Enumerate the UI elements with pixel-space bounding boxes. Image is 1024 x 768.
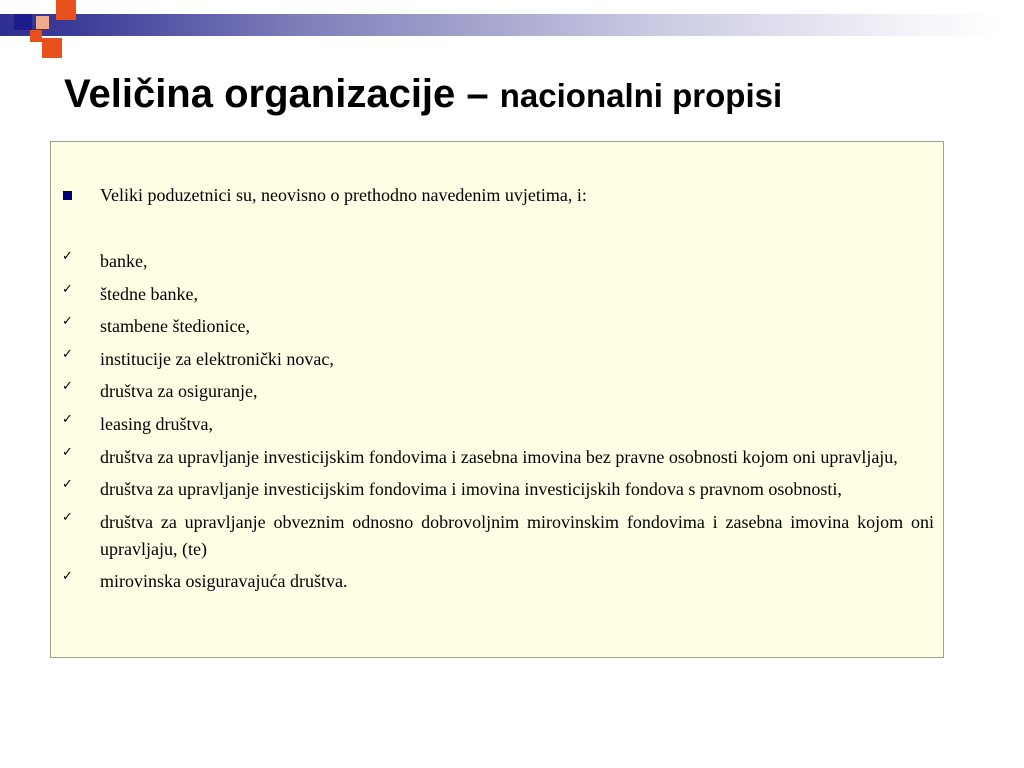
- checkmark-icon: ✓: [62, 569, 73, 585]
- list-item: [51, 509, 943, 563]
- list-item: [51, 248, 943, 275]
- list-item-text: banke,: [100, 251, 148, 271]
- list-item-text: društva za osiguranje,: [100, 381, 258, 402]
- checkmark-icon: ✓: [62, 444, 73, 460]
- list-item: [51, 411, 943, 438]
- list-item: [51, 378, 943, 405]
- checkmark-icon: ✓: [62, 281, 73, 297]
- list-item: [51, 281, 943, 308]
- list-item: [51, 346, 943, 373]
- list-item-text: mirovinska osiguravajuća društva.: [100, 571, 348, 592]
- slide-title: [64, 72, 782, 117]
- checkmark-icon: ✓: [62, 346, 73, 362]
- slide-title-main: Veličina organizacije –: [64, 72, 500, 116]
- list-item: [51, 444, 943, 471]
- logo-square-orange: [56, 0, 76, 20]
- list-item: [51, 476, 943, 503]
- checkered-logo-icon: [0, 0, 80, 64]
- list-item-text: leasing društva,: [100, 413, 213, 434]
- logo-square-peach: [36, 16, 49, 29]
- slide-title-sub: nacionalni propisi: [499, 77, 783, 114]
- square-bullet-icon: [63, 191, 72, 200]
- institution-list: [51, 248, 943, 601]
- intro-text: Veliki poduzetnici su, neovisno o prethodno navedenim uvjetima, i:: [100, 185, 587, 205]
- checkmark-icon: ✓: [62, 379, 73, 395]
- list-item-text: stambene štedionice,: [100, 316, 250, 337]
- list-item-text: institucije za elektronički novac,: [100, 348, 334, 369]
- checkmark-icon: ✓: [62, 477, 73, 493]
- content-panel: [50, 141, 944, 658]
- list-item-text: društva za upravljanje obveznim odnosno dobrovoljnim mirovinskim fondovima i zasebna imovina kojom oni upravljaju, (te): [100, 511, 934, 559]
- checkmark-icon: ✓: [62, 314, 73, 330]
- checkmark-icon: ✓: [62, 509, 73, 525]
- list-item-text: društva za upravljanje investicijskim fondovima i zasebna imovina bez pravne osobnosti kojom oni upravljaju,: [100, 446, 898, 467]
- logo-square-orange-bottom: [42, 38, 62, 58]
- list-item-text: društva za upravljanje investicijskim fondovima i imovina investicijskih fondova s pravnom osobnosti,: [100, 479, 842, 500]
- list-item: [51, 568, 943, 595]
- checkmark-icon: ✓: [62, 411, 73, 427]
- list-item: [51, 313, 943, 340]
- header-gradient-band: [0, 14, 1024, 36]
- list-item-text: štedne banke,: [100, 283, 198, 304]
- checkmark-icon: ✓: [62, 249, 73, 264]
- logo-square-orange-small: [30, 30, 42, 42]
- logo-square-blue: [14, 14, 32, 30]
